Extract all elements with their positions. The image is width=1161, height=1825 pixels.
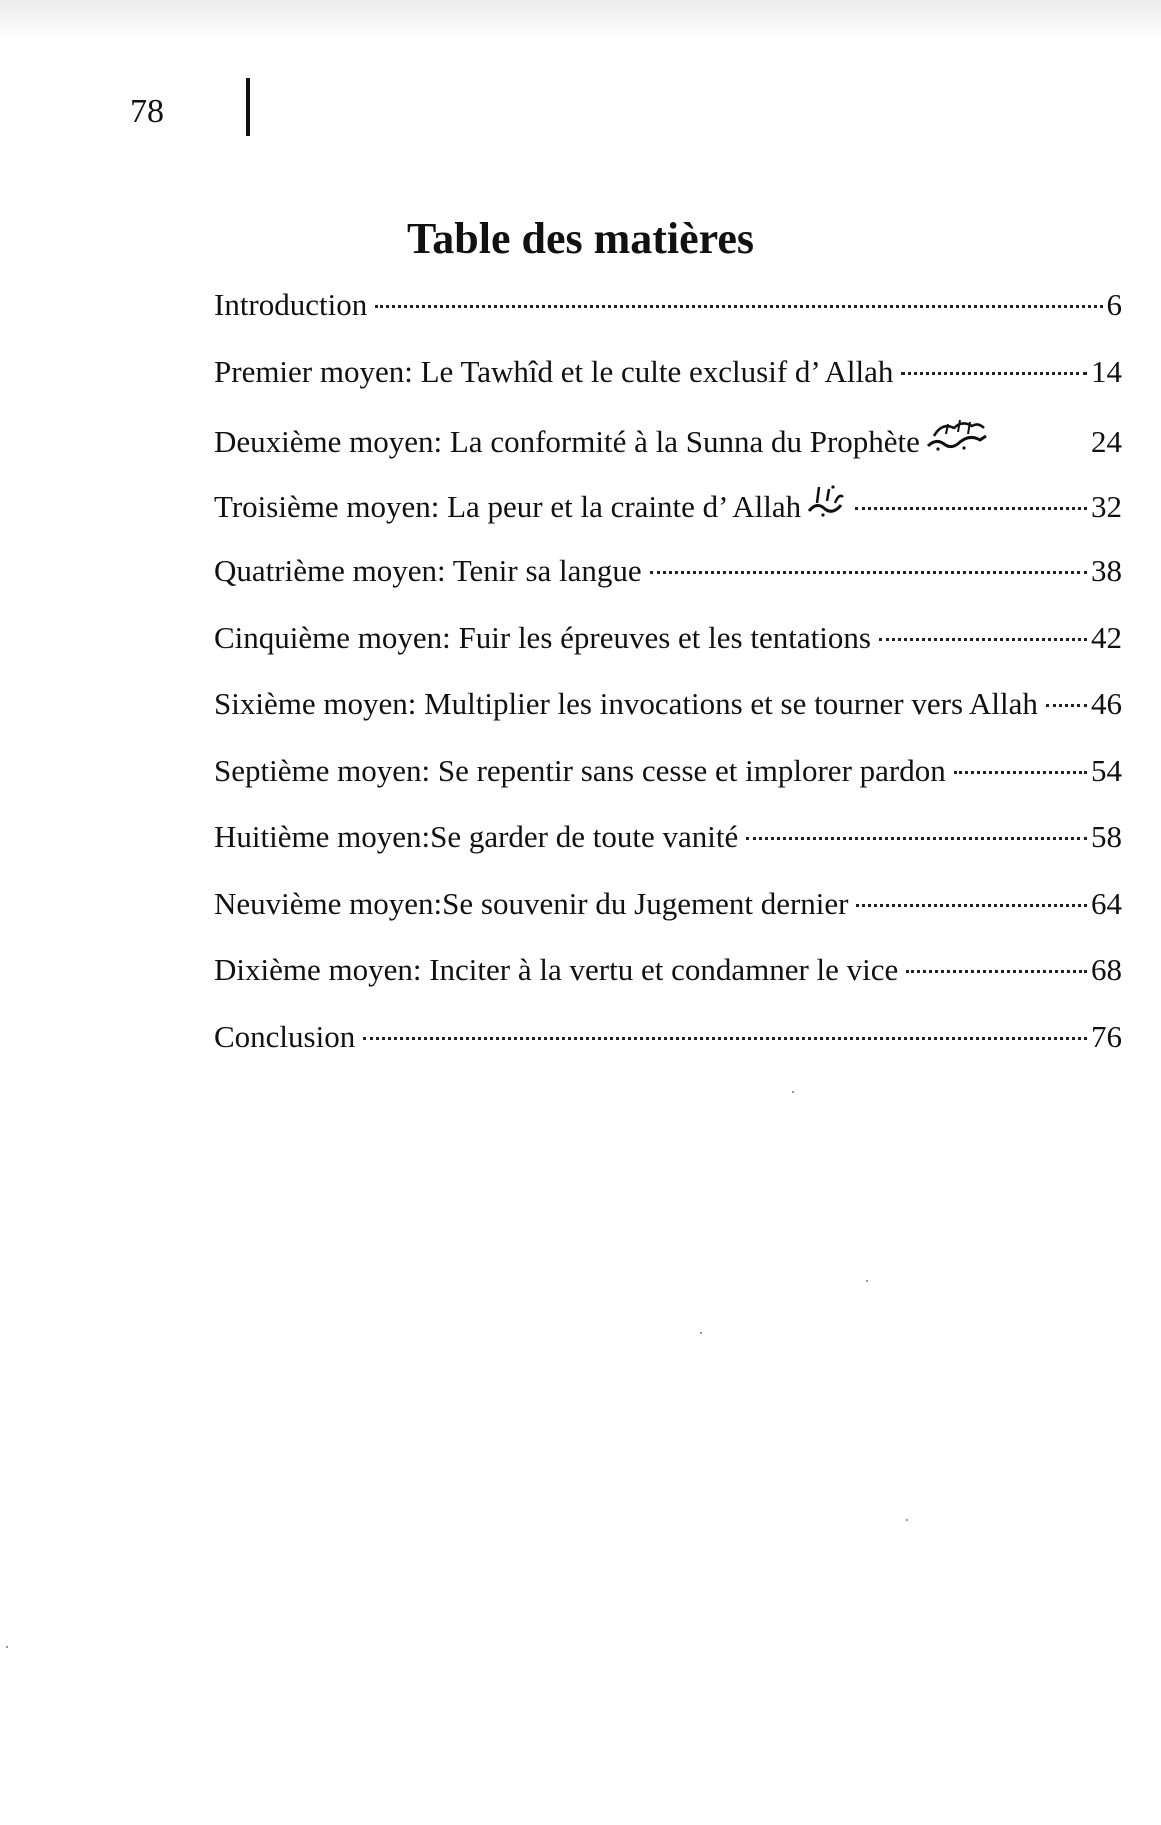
salutation-calligraphy-icon [924, 416, 990, 452]
toc-entry-page: 6 [1106, 287, 1122, 322]
glorification-calligraphy-icon [805, 483, 847, 517]
scan-speck [6, 1646, 8, 1648]
toc-entry-page: 24 [1091, 424, 1122, 459]
dot-leader [879, 638, 1087, 641]
toc-entry-label: Conclusion [214, 1018, 356, 1054]
page-edge-shadow [0, 0, 1161, 40]
toc-entry-label: Cinquième moyen: Fuir les épreuves et les tentations [214, 619, 871, 655]
toc-entry-introduction[interactable] [214, 283, 1122, 350]
toc-entry-label: Sixième moyen: Multiplier les invocations et se tourner vers Allah [214, 686, 1038, 721]
dot-leader [954, 771, 1087, 774]
toc-entry-page: 58 [1091, 819, 1122, 854]
scan-speck [792, 1091, 794, 1093]
dot-leader [998, 442, 1087, 445]
toc-entry-dixieme-moyen[interactable] [214, 948, 1122, 1015]
toc-entry-quatrieme-moyen[interactable] [214, 549, 1122, 616]
toc-entry-huitieme-moyen[interactable] [214, 815, 1122, 882]
toc-entry-page: 64 [1091, 885, 1122, 921]
page-title: Table des matières [406, 214, 755, 264]
toc-entry-page: 46 [1091, 686, 1122, 721]
dot-leader [1046, 704, 1087, 707]
toc-entry-conclusion[interactable] [214, 1015, 1122, 1082]
dot-leader [363, 1037, 1087, 1040]
scan-speck [700, 1332, 702, 1334]
toc-entry-cinquieme-moyen[interactable] [214, 616, 1122, 683]
dot-leader [746, 837, 1087, 840]
toc-entry-page: 32 [1091, 488, 1122, 524]
toc-entry-page: 76 [1091, 1018, 1122, 1054]
toc-entry-neuvieme-moyen[interactable] [214, 882, 1122, 949]
toc-entry-label: Quatrième moyen: Tenir sa langue [214, 553, 642, 588]
table-of-contents [214, 283, 1122, 1081]
dot-leader [906, 970, 1087, 973]
toc-entry-page: 14 [1091, 353, 1122, 389]
toc-entry-label: Neuvième moyen:Se souvenir du Jugement dernier [214, 885, 849, 921]
toc-entry-label: Introduction [214, 287, 368, 322]
scan-speck [906, 1519, 908, 1521]
toc-entry-label: Premier moyen: Le Tawhîd et le culte exclusif d’ Allah [214, 353, 894, 389]
toc-entry-sixieme-moyen[interactable] [214, 682, 1122, 749]
toc-entry-label: Troisième moyen: La peur et la crainte d’ Allah [214, 488, 802, 524]
toc-entry-septieme-moyen[interactable] [214, 749, 1122, 816]
dot-leader [375, 305, 1102, 308]
scan-speck [866, 1280, 868, 1282]
toc-entry-page: 68 [1091, 952, 1122, 987]
toc-entry-page: 38 [1091, 553, 1122, 588]
toc-entry-label: Septième moyen: Se repentir sans cesse et implorer pardon [214, 752, 946, 788]
toc-entry-label: Dixième moyen: Inciter à la vertu et condamner le vice [214, 952, 899, 987]
toc-entry-label: Deuxième moyen: La conformité à la Sunna du Prophète [214, 424, 920, 459]
toc-entry-label: Huitième moyen:Se garder de toute vanité [214, 819, 739, 854]
toc-entry-troisieme-moyen[interactable] [214, 483, 1122, 550]
dot-leader [650, 571, 1087, 574]
page-number: 78 [130, 93, 164, 130]
toc-entry-deuxieme-moyen[interactable] [214, 416, 1122, 483]
header-vertical-rule [246, 78, 250, 136]
toc-entry-page: 54 [1091, 752, 1122, 788]
toc-entry-premier-moyen[interactable] [214, 350, 1122, 417]
toc-entry-page: 42 [1091, 619, 1122, 655]
dot-leader [901, 372, 1087, 375]
dot-leader [855, 507, 1087, 510]
dot-leader [856, 904, 1087, 907]
